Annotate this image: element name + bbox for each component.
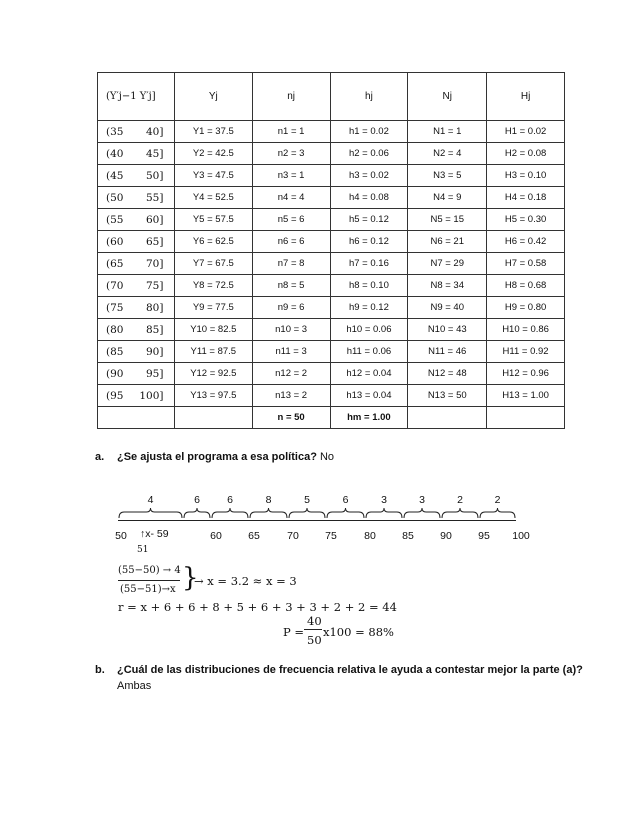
nj-cell: n7 = 8 — [252, 253, 330, 275]
interval-low: (90 — [106, 367, 124, 380]
Nj-cell: N8 = 34 — [408, 275, 487, 297]
marker-text: ↑x- 59 — [140, 528, 169, 540]
interval-high: 55] — [146, 191, 164, 204]
brace — [404, 508, 440, 518]
question-a-text: ¿Se ajusta el programa a esa política? — [117, 451, 317, 463]
Hj-cell: H11 = 0.92 — [487, 341, 565, 363]
yj-cell: Y3 = 47.5 — [174, 165, 252, 187]
count-label: 5 — [304, 494, 310, 506]
hj-cell: h6 = 0.12 — [330, 231, 408, 253]
p-suffix: x100 = 88% — [323, 625, 394, 639]
interval-high: 50] — [146, 169, 164, 182]
interval-high: 100] — [139, 389, 164, 402]
count-label: 6 — [227, 494, 233, 506]
tick-label: 70 — [287, 530, 299, 542]
Hj-cell: H1 = 0.02 — [487, 121, 565, 143]
tick-label: 60 — [210, 530, 222, 542]
nj-cell: n2 = 3 — [252, 143, 330, 165]
hj-cell: h12 = 0.04 — [330, 363, 408, 385]
tick-label: 95 — [478, 530, 490, 542]
interval-low: (70 — [106, 279, 124, 292]
count-label: 2 — [494, 494, 501, 506]
tick-label: 65 — [248, 530, 260, 542]
interval-high: 70] — [146, 257, 164, 270]
interval-high: 75] — [146, 279, 164, 292]
header-hj: hj — [330, 73, 408, 121]
yj-cell: Y5 = 57.5 — [174, 209, 252, 231]
Nj-cell: N9 = 40 — [408, 297, 487, 319]
tick-label: 50 — [115, 530, 127, 542]
header-Nj: Nj — [408, 73, 487, 121]
count-label: 2 — [457, 494, 463, 506]
yj-cell: Y1 = 37.5 — [174, 121, 252, 143]
yj-cell: Y11 = 87.5 — [174, 341, 252, 363]
nj-cell: n13 = 2 — [252, 385, 330, 407]
brace — [250, 508, 287, 518]
hj-cell: h9 = 0.12 — [330, 297, 408, 319]
Hj-cell: H7 = 0.58 — [487, 253, 565, 275]
total-n: n = 50 — [252, 407, 330, 429]
nj-cell: n1 = 1 — [252, 121, 330, 143]
p-prefix: P = — [283, 625, 305, 639]
question-b-answer: Ambas — [117, 680, 152, 692]
Hj-cell: H2 = 0.08 — [487, 143, 565, 165]
nj-cell: n12 = 2 — [252, 363, 330, 385]
yj-cell: Y12 = 92.5 — [174, 363, 252, 385]
Hj-cell: H12 = 0.96 — [487, 363, 565, 385]
yj-cell: Y2 = 42.5 — [174, 143, 252, 165]
brace — [480, 508, 515, 518]
Nj-cell: N2 = 4 — [408, 143, 487, 165]
interval-low: (35 — [106, 125, 124, 138]
Nj-cell: N12 = 48 — [408, 363, 487, 385]
interval-high: 95] — [146, 367, 164, 380]
brace — [289, 508, 325, 518]
interval-low: (50 — [106, 191, 124, 204]
hj-cell: h8 = 0.10 — [330, 275, 408, 297]
tick-label: 85 — [402, 530, 414, 542]
header-yj: Yj — [174, 73, 252, 121]
interval-low: (40 — [106, 147, 124, 160]
interval-low: (65 — [106, 257, 124, 270]
p-frac-bar — [304, 629, 322, 630]
yj-cell: Y13 = 97.5 — [174, 385, 252, 407]
total-h: hm = 1.00 — [330, 407, 408, 429]
interval-low: (60 — [106, 235, 124, 248]
marker-label — [118, 528, 169, 540]
hj-cell: h4 = 0.08 — [330, 187, 408, 209]
Hj-cell: H4 = 0.18 — [487, 187, 565, 209]
count-label: 6 — [342, 494, 349, 506]
question-a-letter: a. — [95, 451, 105, 463]
Nj-cell: N4 = 9 — [408, 187, 487, 209]
question-b-letter: b. — [95, 664, 105, 676]
calc-result: → x = 3.2 ≈ x = 3 — [194, 574, 297, 588]
brace — [184, 508, 210, 518]
Hj-cell: H8 = 0.68 — [487, 275, 565, 297]
interval-high: 85] — [146, 323, 164, 336]
tick-label: 75 — [325, 530, 337, 542]
r-line: r = x + 6 + 6 + 8 + 5 + 6 + 3 + 3 + 2 + 2 = 44 — [118, 600, 397, 614]
Nj-cell: N6 = 21 — [408, 231, 487, 253]
count-label: 6 — [194, 494, 200, 506]
header-Hj: Hj — [487, 73, 565, 121]
interval-high: 45] — [146, 147, 164, 160]
interval-high: 40] — [146, 125, 164, 138]
hj-cell: h1 = 0.02 — [330, 121, 408, 143]
right-brace: } — [182, 563, 199, 593]
nj-cell: n6 = 6 — [252, 231, 330, 253]
Hj-cell: H5 = 0.30 — [487, 209, 565, 231]
frac-bar — [118, 580, 180, 581]
question-a-answer: No — [319, 451, 335, 463]
tick-label: 80 — [364, 530, 376, 542]
brace — [442, 508, 478, 518]
interval-low: (80 — [106, 323, 124, 336]
brace — [366, 508, 402, 518]
yj-cell: Y8 = 72.5 — [174, 275, 252, 297]
interval-high: 60] — [146, 213, 164, 226]
nj-cell: n5 = 6 — [252, 209, 330, 231]
nj-cell: n4 = 4 — [252, 187, 330, 209]
Hj-cell: H9 = 0.80 — [487, 297, 565, 319]
hj-cell: h13 = 0.04 — [330, 385, 408, 407]
tick-label: 90 — [440, 530, 452, 542]
question-b-text: ¿Cuál de las distribuciones de frecuencia relativa le ayuda a contestar mejor la parte (a)? — [117, 664, 583, 676]
nj-cell: n11 = 3 — [252, 341, 330, 363]
yj-cell: Y7 = 67.5 — [174, 253, 252, 275]
header-nj: nj — [252, 73, 330, 121]
brace — [212, 508, 248, 518]
marker-sub: 51 — [137, 545, 149, 555]
Nj-cell: N10 = 43 — [408, 319, 487, 341]
frac-bottom: (55−51)→x — [120, 584, 176, 595]
yj-cell: Y6 = 62.5 — [174, 231, 252, 253]
count-label: 4 — [147, 494, 154, 506]
hj-cell: h5 = 0.12 — [330, 209, 408, 231]
Hj-cell: H13 = 1.00 — [487, 385, 565, 407]
hj-cell: h11 = 0.06 — [330, 341, 408, 363]
brace — [119, 508, 182, 518]
interval-high: 80] — [146, 301, 164, 314]
interval-high: 90] — [146, 345, 164, 358]
tick-label: 100 — [512, 530, 530, 542]
interval-low: (55 — [106, 213, 124, 226]
interval-low: (45 — [106, 169, 124, 182]
frac-top: (55−50) → 4 — [118, 565, 181, 576]
p-num: 40 — [307, 614, 322, 628]
count-label: 3 — [419, 494, 425, 506]
hj-cell: h7 = 0.16 — [330, 253, 408, 275]
count-label: 8 — [265, 494, 272, 506]
yj-cell: Y10 = 82.5 — [174, 319, 252, 341]
Hj-cell: H6 = 0.42 — [487, 231, 565, 253]
brace — [327, 508, 364, 518]
header-interval: (Y′j−1 Y′j] — [98, 73, 175, 121]
Nj-cell: N13 = 50 — [408, 385, 487, 407]
nj-cell: n3 = 1 — [252, 165, 330, 187]
Nj-cell: N1 = 1 — [408, 121, 487, 143]
Nj-cell: N11 = 46 — [408, 341, 487, 363]
hj-cell: h2 = 0.06 — [330, 143, 408, 165]
interval-low: (75 — [106, 301, 124, 314]
nj-cell: n8 = 5 — [252, 275, 330, 297]
yj-cell: Y9 = 77.5 — [174, 297, 252, 319]
Hj-cell: H10 = 0.86 — [487, 319, 565, 341]
interval-high: 65] — [146, 235, 164, 248]
nj-cell: n10 = 3 — [252, 319, 330, 341]
hj-cell: h10 = 0.06 — [330, 319, 408, 341]
nj-cell: n9 = 6 — [252, 297, 330, 319]
Nj-cell: N5 = 15 — [408, 209, 487, 231]
Nj-cell: N7 = 29 — [408, 253, 487, 275]
p-den: 50 — [307, 633, 322, 647]
hj-cell: h3 = 0.02 — [330, 165, 408, 187]
Nj-cell: N3 = 5 — [408, 165, 487, 187]
yj-cell: Y4 = 52.5 — [174, 187, 252, 209]
interval-low: (85 — [106, 345, 124, 358]
interval-low: (95 — [106, 389, 124, 402]
count-label: 3 — [381, 494, 387, 506]
Hj-cell: H3 = 0.10 — [487, 165, 565, 187]
